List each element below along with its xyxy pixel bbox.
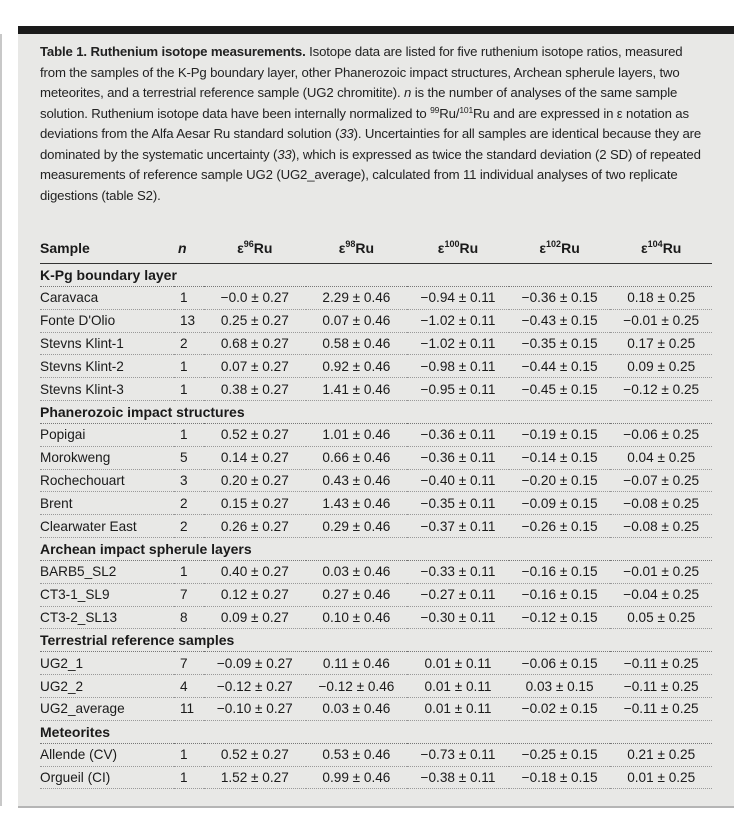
group-title: Phanerozoic impact structures [40,400,712,423]
isotope-table [40,232,712,789]
sample-name: Clearwater East [40,515,174,538]
header-epsilon-102ru: $\varepsilon^{102}Ru$ [509,232,611,264]
epsilon-96ru-value: 0.15 ± 0.27 [204,492,306,515]
left-border [0,34,2,806]
sample-name: Stevns Klint-3 [40,378,174,401]
epsilon-96ru-value: 0.09 ± 0.27 [204,606,306,629]
epsilon-98ru-value: 1.43 ± 0.46 [306,492,408,515]
analysis-count: 1 [174,287,204,310]
epsilon-102ru-value: −0.12 ± 0.15 [509,606,611,629]
table-row [40,469,712,492]
epsilon-96ru-value: −0.12 ± 0.27 [204,675,306,698]
epsilon-98ru-value: −0.12 ± 0.46 [306,675,408,698]
table-row [40,355,712,378]
sample-name: Stevns Klint-1 [40,332,174,355]
analysis-count: 5 [174,446,204,469]
epsilon-102ru-value: −0.26 ± 0.15 [509,515,611,538]
epsilon-102ru-value: −0.16 ± 0.15 [509,583,611,606]
epsilon-98ru-value: 0.07 ± 0.46 [306,309,408,332]
epsilon-100ru-value: 0.01 ± 0.11 [407,675,509,698]
epsilon-100ru-value: −0.36 ± 0.11 [407,446,509,469]
epsilon-104ru-value: −0.11 ± 0.25 [610,652,712,675]
sample-name: CT3-1_SL9 [40,583,174,606]
epsilon-96ru-value: 0.52 ± 0.27 [204,743,306,766]
epsilon-98ru-value: 0.53 ± 0.46 [306,743,408,766]
sample-name: UG2_1 [40,652,174,675]
epsilon-100ru-value: −0.73 ± 0.11 [407,743,509,766]
table-row [40,606,712,629]
epsilon-100ru-value: −0.27 ± 0.11 [407,583,509,606]
epsilon-100ru-value: −0.30 ± 0.11 [407,606,509,629]
epsilon-100ru-value: −1.02 ± 0.11 [407,309,509,332]
epsilon-96ru-value: −0.0 ± 0.27 [204,287,306,310]
epsilon-100ru-value: 0.01 ± 0.11 [407,697,509,720]
bottom-rule [18,806,734,808]
group-header-row [40,264,712,287]
analysis-count: 1 [174,355,204,378]
epsilon-102ru-value: −0.35 ± 0.15 [509,332,611,355]
sample-name: Popigai [40,423,174,446]
epsilon-98ru-value: 0.27 ± 0.46 [306,583,408,606]
epsilon-104ru-value: −0.01 ± 0.25 [610,560,712,583]
epsilon-98ru-value: 0.66 ± 0.46 [306,446,408,469]
sample-name: UG2_average [40,697,174,720]
header-epsilon-100ru: $\varepsilon^{100}Ru$ [407,232,509,264]
epsilon-100ru-value: 0.01 ± 0.11 [407,652,509,675]
epsilon-96ru-value: 0.68 ± 0.27 [204,332,306,355]
table-row [40,652,712,675]
epsilon-100ru-value: −0.95 ± 0.11 [407,378,509,401]
analysis-count: 1 [174,423,204,446]
epsilon-104ru-value: 0.01 ± 0.25 [610,766,712,789]
epsilon-98ru-value: 2.29 ± 0.46 [306,287,408,310]
table-body [40,264,712,789]
epsilon-102ru-value: −0.09 ± 0.15 [509,492,611,515]
table-row [40,583,712,606]
epsilon-100ru-value: −0.37 ± 0.11 [407,515,509,538]
group-title: Terrestrial reference samples [40,629,712,652]
epsilon-98ru-value: 0.11 ± 0.46 [306,652,408,675]
epsilon-102ru-value: −0.16 ± 0.15 [509,560,611,583]
epsilon-102ru-value: 0.03 ± 0.15 [509,675,611,698]
sample-name: CT3-2_SL13 [40,606,174,629]
epsilon-104ru-value: −0.12 ± 0.25 [610,378,712,401]
epsilon-102ru-value: −0.02 ± 0.15 [509,697,611,720]
analysis-count: 1 [174,766,204,789]
sample-name: Stevns Klint-2 [40,355,174,378]
table-row [40,332,712,355]
table-panel [18,34,734,806]
epsilon-104ru-value: −0.04 ± 0.25 [610,583,712,606]
sample-name: BARB5_SL2 [40,560,174,583]
epsilon-98ru-value: 0.58 ± 0.46 [306,332,408,355]
analysis-count: 7 [174,652,204,675]
epsilon-96ru-value: 0.40 ± 0.27 [204,560,306,583]
epsilon-104ru-value: −0.07 ± 0.25 [610,469,712,492]
epsilon-100ru-value: −0.36 ± 0.11 [407,423,509,446]
epsilon-100ru-value: −0.40 ± 0.11 [407,469,509,492]
header-sample: Sample [40,232,174,264]
epsilon-98ru-value: 0.10 ± 0.46 [306,606,408,629]
top-rule [18,26,734,34]
epsilon-96ru-value: 0.12 ± 0.27 [204,583,306,606]
analysis-count: 1 [174,378,204,401]
table-row [40,697,712,720]
group-title: Meteorites [40,720,712,743]
epsilon-102ru-value: −0.43 ± 0.15 [509,309,611,332]
epsilon-104ru-value: −0.11 ± 0.25 [610,697,712,720]
table-row [40,446,712,469]
analysis-count: 7 [174,583,204,606]
header-row [40,232,712,264]
epsilon-96ru-value: −0.09 ± 0.27 [204,652,306,675]
epsilon-104ru-value: 0.18 ± 0.25 [610,287,712,310]
table-row [40,378,712,401]
epsilon-102ru-value: −0.19 ± 0.15 [509,423,611,446]
sample-name: Brent [40,492,174,515]
epsilon-102ru-value: −0.18 ± 0.15 [509,766,611,789]
group-header-row [40,629,712,652]
epsilon-96ru-value: 0.25 ± 0.27 [204,309,306,332]
epsilon-98ru-value: 0.92 ± 0.46 [306,355,408,378]
analysis-count: 13 [174,309,204,332]
epsilon-96ru-value: 0.52 ± 0.27 [204,423,306,446]
epsilon-100ru-value: −0.38 ± 0.11 [407,766,509,789]
epsilon-96ru-value: −0.10 ± 0.27 [204,697,306,720]
epsilon-100ru-value: −0.35 ± 0.11 [407,492,509,515]
table-row [40,675,712,698]
epsilon-102ru-value: −0.25 ± 0.15 [509,743,611,766]
epsilon-96ru-value: 0.07 ± 0.27 [204,355,306,378]
epsilon-98ru-value: 0.99 ± 0.46 [306,766,408,789]
epsilon-96ru-value: 1.52 ± 0.27 [204,766,306,789]
analysis-count: 2 [174,515,204,538]
analysis-count: 8 [174,606,204,629]
epsilon-102ru-value: −0.06 ± 0.15 [509,652,611,675]
epsilon-104ru-value: −0.01 ± 0.25 [610,309,712,332]
analysis-count: 2 [174,332,204,355]
table-caption: Table 1. Ruthenium isotope measurements. Isotope data are listed for five ruthenium isotope ratios, measured from the samples of the K-Pg boundary layer, other Phanerozoic impact structures, Archean spherule layers, two meteorites, and a terrestrial reference sample (UG2 chromitite). n is the number of analyses of the same sample solution. Ruthenium isotope data have been internally normalized to $^{99}$Ru/$^{101}$Ru and are expressed in ε notation as deviations from the Alfa Aesar Ru standard solution (33). Uncertainties for all samples are identical because they are dominated by the systematic uncertainty (33), which is expressed as twice the standard deviation (2 SD) of repeated measurements of reference sample UG2 (UG2_average), calculated from 11 individual analyses of two replicate digestions (table S2). [40,44,702,203]
caption-title: Table 1. Ruthenium isotope measurements. [40,44,306,59]
epsilon-98ru-value: 0.29 ± 0.46 [306,515,408,538]
sample-name: Fonte D'Olio [40,309,174,332]
analysis-count: 1 [174,560,204,583]
epsilon-96ru-value: 0.26 ± 0.27 [204,515,306,538]
table-row [40,560,712,583]
header-epsilon-98ru: $\varepsilon^{98}Ru$ [306,232,408,264]
epsilon-102ru-value: −0.20 ± 0.15 [509,469,611,492]
epsilon-98ru-value: 0.03 ± 0.46 [306,560,408,583]
group-header-row [40,537,712,560]
header-n: n [174,232,204,264]
analysis-count: 2 [174,492,204,515]
epsilon-98ru-value: 1.01 ± 0.46 [306,423,408,446]
table-row [40,766,712,789]
epsilon-104ru-value: 0.21 ± 0.25 [610,743,712,766]
table-row [40,287,712,310]
epsilon-100ru-value: −0.94 ± 0.11 [407,287,509,310]
table-row [40,492,712,515]
analysis-count: 11 [174,697,204,720]
epsilon-104ru-value: 0.09 ± 0.25 [610,355,712,378]
table-row [40,423,712,446]
sample-name: Orgueil (CI) [40,766,174,789]
table-row [40,309,712,332]
epsilon-104ru-value: 0.04 ± 0.25 [610,446,712,469]
epsilon-104ru-value: −0.11 ± 0.25 [610,675,712,698]
sample-name: UG2_2 [40,675,174,698]
group-title: K-Pg boundary layer [40,264,712,287]
epsilon-104ru-value: −0.06 ± 0.25 [610,423,712,446]
epsilon-104ru-value: −0.08 ± 0.25 [610,492,712,515]
analysis-count: 4 [174,675,204,698]
header-epsilon-96ru: $\varepsilon^{96}Ru$ [204,232,306,264]
group-header-row [40,400,712,423]
epsilon-104ru-value: 0.17 ± 0.25 [610,332,712,355]
analysis-count: 3 [174,469,204,492]
epsilon-100ru-value: −0.33 ± 0.11 [407,560,509,583]
sample-name: Rochechouart [40,469,174,492]
epsilon-96ru-value: 0.20 ± 0.27 [204,469,306,492]
epsilon-102ru-value: −0.36 ± 0.15 [509,287,611,310]
table-row [40,515,712,538]
epsilon-102ru-value: −0.45 ± 0.15 [509,378,611,401]
epsilon-96ru-value: 0.14 ± 0.27 [204,446,306,469]
analysis-count: 1 [174,743,204,766]
epsilon-96ru-value: 0.38 ± 0.27 [204,378,306,401]
header-epsilon-104ru: $\varepsilon^{104}Ru$ [610,232,712,264]
epsilon-102ru-value: −0.44 ± 0.15 [509,355,611,378]
sample-name: Caravaca [40,287,174,310]
sample-name: Allende (CV) [40,743,174,766]
epsilon-102ru-value: −0.14 ± 0.15 [509,446,611,469]
sample-name: Morokweng [40,446,174,469]
epsilon-104ru-value: −0.08 ± 0.25 [610,515,712,538]
epsilon-98ru-value: 0.43 ± 0.46 [306,469,408,492]
group-title: Archean impact spherule layers [40,537,712,560]
table-row [40,743,712,766]
epsilon-100ru-value: −1.02 ± 0.11 [407,332,509,355]
epsilon-100ru-value: −0.98 ± 0.11 [407,355,509,378]
epsilon-98ru-value: 1.41 ± 0.46 [306,378,408,401]
epsilon-98ru-value: 0.03 ± 0.46 [306,697,408,720]
group-header-row [40,720,712,743]
epsilon-104ru-value: 0.05 ± 0.25 [610,606,712,629]
